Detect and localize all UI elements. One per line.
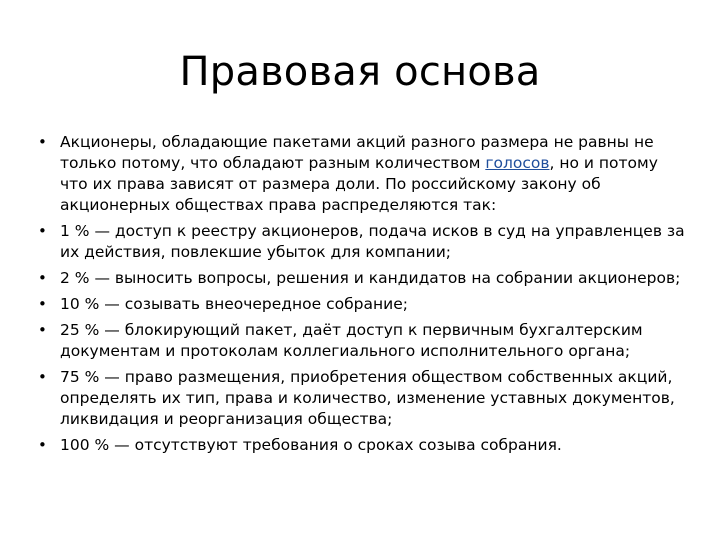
bullet-dot: • <box>38 321 47 339</box>
bullet-item-25-percent <box>36 320 688 362</box>
bullet-text: 25 % — блокирующий пакет, даёт доступ к первичным бухгалтерским документам и протоколам коллегиального исполнительного органа; <box>60 321 643 360</box>
bullet-dot: • <box>38 269 47 287</box>
bullet-text-part: , но и потому что их права зависят от размера доли. По российскому закону об акционерных обществах права распределяются так: <box>60 154 658 214</box>
bullet-dot: • <box>38 295 47 313</box>
bullet-dot: • <box>38 222 47 240</box>
bullet-text: 2 % — выносить вопросы, решения и кандидатов на собрании акционеров; <box>60 269 681 287</box>
slide-title: Правовая основа <box>179 49 541 95</box>
votes-link[interactable]: голосов <box>485 154 550 172</box>
bullet-dot: • <box>38 436 47 454</box>
bullet-text: 1 % — доступ к реестру акционеров, подача исков в суд на управленцев за их действия, повлекшие убыток для компании; <box>60 222 685 261</box>
bullet-text: 100 % — отсутствуют требования о сроках созыва собрания. <box>60 436 562 454</box>
bullet-item-75-percent <box>36 367 688 430</box>
bullet-item-shareholders <box>36 132 688 216</box>
bullet-item-10-percent <box>36 294 688 315</box>
bullet-item-1-percent <box>36 221 688 263</box>
bullet-item-100-percent <box>36 435 688 456</box>
bullet-item-2-percent <box>36 268 688 289</box>
slide-content <box>36 132 688 461</box>
bullet-dot: • <box>38 133 47 151</box>
bullet-list <box>36 132 688 456</box>
bullet-text: 75 % — право размещения, приобретения обществом собственных акций, определять их тип, права и количество, изменение уставных документов, ликвидация и реорганизация общества; <box>60 368 675 428</box>
bullet-dot: • <box>38 368 47 386</box>
bullet-text: 10 % — созывать внеочередное собрание; <box>60 295 408 313</box>
bullet-text-part: Акционеры, обладающие пакетами акций разного размера не равны не только потому, что обладают разным количеством <box>60 133 654 172</box>
